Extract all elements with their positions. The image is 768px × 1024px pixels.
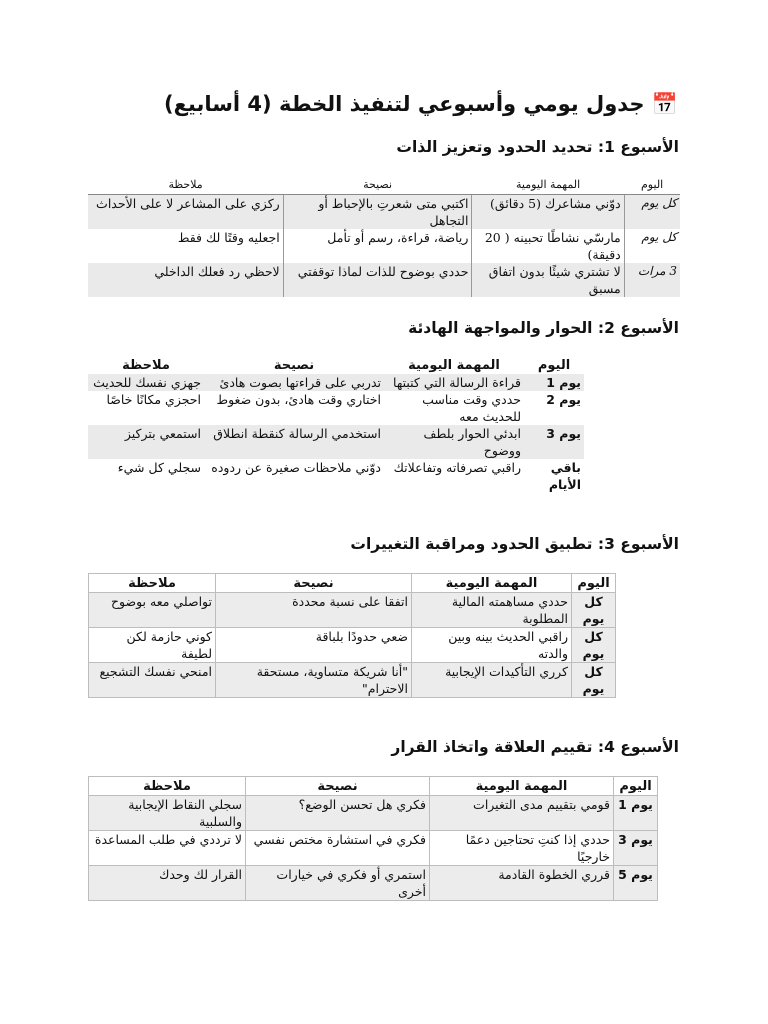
cell-note: جهزي نفسك للحديث <box>88 374 204 391</box>
document-title: 📅 جدول يومي وأسبوعي لتنفيذ الخطة (4 أسابيع) <box>163 92 678 116</box>
week-4-table <box>88 776 658 901</box>
column-header-task: المهمة اليومية <box>472 176 624 195</box>
table-header-row <box>88 176 680 195</box>
cell-task: راقبي تصرفاته وتفاعلاتك <box>393 460 521 475</box>
cell-task: دوّني مشاعرك (5 دقائق) <box>472 195 624 230</box>
cell-tip: اتفقا على نسبة محددة <box>216 593 412 628</box>
cell-task: حددي إذا كنتِ تحتاجين دعمًا خارجيًا <box>430 831 614 866</box>
cell-tip: رياضة، قراءة، رسم أو تأمل <box>283 229 472 263</box>
cell-day: يوم 1 <box>614 796 658 831</box>
cell-note: سجلي كل شيء <box>117 460 201 475</box>
column-header-task: المهمة اليومية <box>412 574 572 593</box>
week-1-table <box>88 176 680 297</box>
column-header-tip: نصيحة <box>283 176 472 195</box>
cell-tip: اختاري وقت هادئ، بدون ضغوط <box>216 392 381 407</box>
cell-day: يوم 3 <box>524 425 584 459</box>
table-row <box>89 796 658 831</box>
cell-tip: اكتبي متى شعرتِ بالإحباط أو التجاهل <box>283 195 472 230</box>
week-4-heading: الأسبوع 4: تقييم العلاقة واتخاذ القرار <box>391 738 679 756</box>
cell-task: قراءة الرسالة التي كتبتها <box>384 374 524 391</box>
cell-note: القرار لك وحدك <box>89 866 246 901</box>
table-header-row <box>88 357 584 374</box>
column-header-tip: نصيحة <box>273 358 315 373</box>
cell-day: كل يوم <box>572 593 616 628</box>
column-header-note: ملاحظة <box>89 777 246 796</box>
cell-task: حددي مساهمته المالية المطلوبة <box>412 593 572 628</box>
week-2-table <box>88 357 584 493</box>
cell-day: كل يوم <box>572 663 616 698</box>
column-header-day: اليوم <box>537 358 571 373</box>
cell-day: يوم 2 <box>546 392 581 407</box>
week-3-heading: الأسبوع 3: تطبيق الحدود ومراقبة التغييرات <box>350 535 679 553</box>
table-row <box>88 263 680 297</box>
column-header-tip: نصيحة <box>216 574 412 593</box>
column-header-task: المهمة اليومية <box>430 777 614 796</box>
table-row <box>89 866 658 901</box>
table-header-row <box>89 777 658 796</box>
cell-day: يوم 3 <box>614 831 658 866</box>
cell-task: قرري الخطوة القادمة <box>430 866 614 901</box>
table-row <box>89 628 616 663</box>
column-header-day: اليوم <box>624 176 680 195</box>
cell-note: سجلي النقاط الإيجابية والسلبية <box>89 796 246 831</box>
column-header-day: اليوم <box>572 574 616 593</box>
table-row <box>89 831 658 866</box>
cell-day: 3 مرات <box>624 263 680 297</box>
column-header-note: ملاحظة <box>122 358 170 373</box>
cell-tip: دوّني ملاحظات صغيرة عن ردوده <box>211 460 381 475</box>
cell-day: كل يوم <box>572 628 616 663</box>
cell-note: امنحي نفسك التشجيع <box>89 663 216 698</box>
week-2-heading: الأسبوع 2: الحوار والمواجهة الهادئة <box>408 319 679 337</box>
cell-note: كوني حازمة لكن لطيفة <box>89 628 216 663</box>
cell-note: اجعليه وقتًا لك فقط <box>177 230 280 245</box>
cell-task: قومي بتقييم مدى التغيرات <box>430 796 614 831</box>
cell-tip: فكري هل تحسن الوضع؟ <box>246 796 430 831</box>
cell-tip: تدربي على قراءتها بصوت هادئ <box>204 374 384 391</box>
cell-tip: استخدمي الرسالة كنقطة انطلاق <box>204 425 384 459</box>
cell-day: باقي الأيام <box>548 460 581 492</box>
cell-note: لا ترددي في طلب المساعدة <box>89 831 246 866</box>
cell-task: راقبي الحديث بينه وبين والدته <box>412 628 572 663</box>
cell-tip: حددي بوضوح للذات لماذا توقفتي <box>283 263 472 297</box>
cell-task: لا تشتري شيئًا بدون اتفاق مسبق <box>472 263 624 297</box>
table-header-row <box>89 574 616 593</box>
cell-task: مارسّي نشاطًا تحبينه ( 20 دقيقة) <box>472 229 624 263</box>
cell-note: ركزي على المشاعر لا على الأحداث <box>88 195 283 230</box>
cell-day: كل يوم <box>624 195 680 230</box>
cell-note: احجزي مكانًا خاصًا <box>106 392 201 407</box>
cell-tip: "أنا شريكة متساوية، مستحقة الاحترام" <box>216 663 412 698</box>
table-row <box>89 593 616 628</box>
column-header-tip: نصيحة <box>246 777 430 796</box>
cell-note: استمعي بتركيز <box>88 425 204 459</box>
cell-tip: ضعي حدودًا بلباقة <box>216 628 412 663</box>
cell-task: كرري التأكيدات الإيجابية <box>412 663 572 698</box>
column-header-task: المهمة اليومية <box>408 358 500 373</box>
cell-day: كل يوم <box>624 229 680 263</box>
cell-tip: استمري أو فكري في خيارات أخرى <box>246 866 430 901</box>
week-3-table <box>88 573 616 698</box>
week-1-heading: الأسبوع 1: تحديد الحدود وتعزيز الذات <box>396 138 679 156</box>
table-row <box>88 229 680 263</box>
cell-task: ابدئي الحوار بلطف ووضوح <box>384 425 524 459</box>
cell-tip: فكري في استشارة مختص نفسي <box>246 831 430 866</box>
cell-note: لاحظي رد فعلك الداخلي <box>88 263 283 297</box>
cell-day: يوم 5 <box>614 866 658 901</box>
column-header-day: اليوم <box>614 777 658 796</box>
column-header-note: ملاحظة <box>88 176 283 195</box>
cell-day: يوم 1 <box>524 374 584 391</box>
table-row <box>88 374 584 391</box>
table-row <box>89 663 616 698</box>
table-row <box>88 425 584 459</box>
column-header-note: ملاحظة <box>89 574 216 593</box>
table-row <box>88 391 584 425</box>
table-row <box>88 459 584 493</box>
cell-task: حددي وقت مناسب للحديث معه <box>422 392 521 424</box>
table-row <box>88 195 680 230</box>
cell-note: تواصلي معه بوضوح <box>89 593 216 628</box>
